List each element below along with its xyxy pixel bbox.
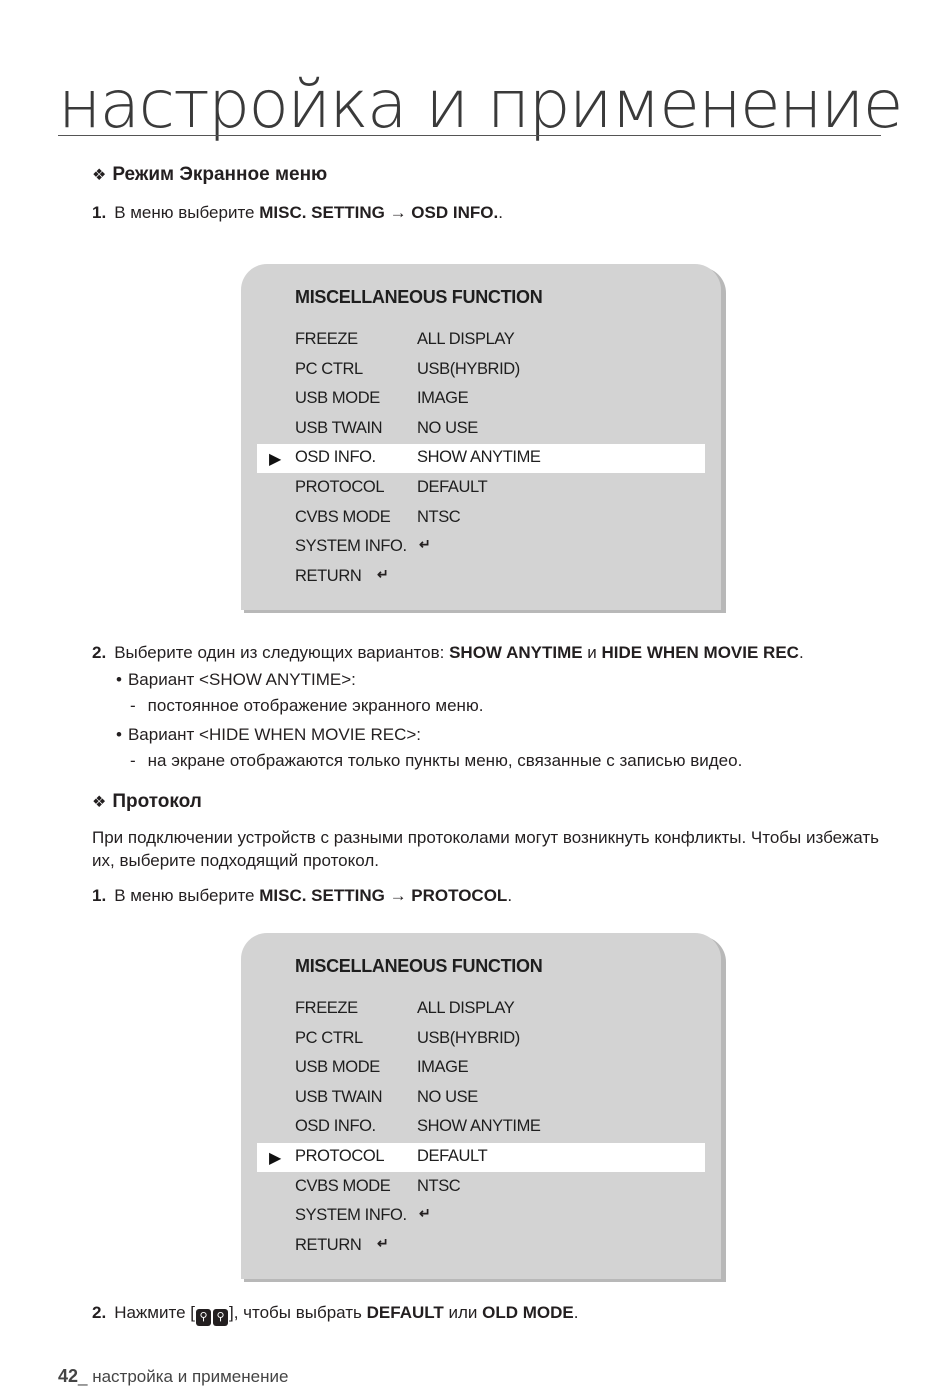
osd-menu-row-value: ALL DISPLAY bbox=[417, 330, 515, 348]
osd-menu-row[interactable] bbox=[257, 326, 705, 355]
diamond-bullet-icon: ❖ bbox=[92, 167, 107, 184]
osd-menu-title: MISCELLANEOUS FUNCTION bbox=[295, 956, 543, 976]
osd-menu-row[interactable] bbox=[257, 1054, 705, 1083]
enter-return-icon: ↵ bbox=[419, 1205, 431, 1222]
page-footer bbox=[58, 1366, 288, 1387]
play-triangle-icon: ▶ bbox=[269, 1150, 282, 1167]
osd-menu-row-label: USB MODE bbox=[295, 389, 380, 408]
osd-menu-row[interactable] bbox=[257, 533, 705, 562]
protocol-step-1: 1. В меню выберите MISC. SETTING → PROTOCOL. bbox=[92, 886, 513, 905]
osd-menu-row-value: NTSC bbox=[417, 1176, 461, 1195]
osd-menu-row[interactable] bbox=[257, 563, 705, 592]
osd-menu-row-value: NO USE bbox=[417, 418, 478, 437]
option-detail: - постоянное отображение экранного меню. bbox=[130, 696, 484, 715]
enter-return-icon: ↵ bbox=[377, 1234, 389, 1251]
osd-menu-row[interactable] bbox=[257, 385, 705, 414]
osd-menu-row-label: SYSTEM INFO. bbox=[295, 1206, 407, 1225]
osd-menu-row-label: PROTOCOL bbox=[295, 478, 385, 496]
protocol-intro-paragraph: При подключении устройств с разными протоколами могут возникнуть конфликты. Чтобы избежать их, выберите подходящий протокол. bbox=[92, 828, 879, 870]
bullet-dot-icon: • bbox=[116, 725, 122, 744]
osd-menu-row-label: OSD INFO. bbox=[295, 1117, 376, 1136]
section-heading-osd: ❖ Режим Экранное меню bbox=[92, 164, 328, 185]
osd-menu-panel-2 bbox=[241, 933, 721, 1279]
osd-menu-row-label: RETURN bbox=[295, 1235, 362, 1254]
osd-menu-row[interactable] bbox=[257, 474, 705, 503]
osd-menu-row-label: SYSTEM INFO. bbox=[295, 537, 407, 556]
option-detail: - на экране отображаются только пункты меню, связанные с записью видео. bbox=[130, 751, 743, 770]
osd-menu-row-label: USB MODE bbox=[295, 1058, 380, 1077]
page-number: 42 bbox=[58, 1366, 79, 1386]
osd-menu-row-value: NO USE bbox=[417, 1087, 478, 1106]
osd-menu-row-label: USB TWAIN bbox=[295, 1087, 383, 1106]
osd-step-2: 2. Выберите один из следующих вариантов: SHOW ANYTIME и HIDE WHEN MOVIE REC. bbox=[92, 643, 804, 662]
osd-menu-row-label: PC CTRL bbox=[295, 1028, 363, 1047]
zoom-up-key-icon: ⚲ bbox=[196, 1309, 211, 1326]
osd-menu-row-value: NTSC bbox=[417, 507, 461, 526]
osd-menu-row-label: CVBS MODE bbox=[295, 1176, 391, 1195]
osd-menu-row-label: FREEZE bbox=[295, 330, 358, 348]
osd-menu-row[interactable] bbox=[257, 1173, 705, 1202]
osd-menu-row-value: DEFAULT bbox=[417, 478, 488, 496]
chapter-title: настройка и применение bbox=[58, 66, 902, 143]
diamond-bullet-icon: ❖ bbox=[92, 794, 107, 811]
osd-menu-row-label: RETURN bbox=[295, 566, 362, 585]
osd-menu-title: MISCELLANEOUS FUNCTION bbox=[295, 287, 543, 307]
osd-menu-row-label: PC CTRL bbox=[295, 359, 363, 378]
osd-menu-row-label: PROTOCOL bbox=[295, 1147, 385, 1165]
osd-menu-row[interactable] bbox=[257, 1084, 705, 1113]
osd-menu-panel-1 bbox=[241, 264, 721, 610]
osd-menu-row-value: SHOW ANYTIME bbox=[417, 448, 541, 467]
osd-menu-row[interactable] bbox=[257, 444, 705, 473]
play-triangle-icon: ▶ bbox=[269, 451, 282, 469]
osd-menu-row[interactable] bbox=[257, 415, 705, 444]
protocol-step-2: 2. Нажмите [ ⚲ ⚲ ], чтобы выбрать DEFAULT или OLD MODE. bbox=[92, 1303, 578, 1326]
osd-menu-row-label: FREEZE bbox=[295, 999, 358, 1017]
osd-menu-row[interactable] bbox=[257, 1202, 705, 1231]
section-heading-protocol: ❖ Протокол bbox=[92, 791, 202, 812]
osd-menu-row-value: USB(HYBRID) bbox=[417, 359, 520, 378]
enter-return-icon: ↵ bbox=[377, 565, 389, 582]
enter-return-icon: ↵ bbox=[419, 536, 431, 553]
osd-menu-row[interactable] bbox=[257, 995, 705, 1024]
osd-menu-row[interactable] bbox=[257, 1143, 705, 1172]
osd-menu-row-label: USB TWAIN bbox=[295, 418, 383, 437]
option-bullet: • Вариант <HIDE WHEN MOVIE REC>: bbox=[116, 725, 422, 744]
zoom-down-key-icon: ⚲ bbox=[213, 1309, 228, 1326]
footer-label: _ настройка и применение bbox=[78, 1367, 289, 1386]
osd-step-1: 1. В меню выберите MISC. SETTING → OSD INFO.. bbox=[92, 203, 503, 222]
title-rule bbox=[58, 135, 881, 136]
osd-menu-row[interactable] bbox=[257, 356, 705, 385]
osd-menu-row[interactable] bbox=[257, 1025, 705, 1054]
osd-menu-row-label: OSD INFO. bbox=[295, 448, 376, 467]
osd-menu-row[interactable] bbox=[257, 504, 705, 533]
osd-menu-row[interactable] bbox=[257, 1113, 705, 1142]
osd-menu-row-value: USB(HYBRID) bbox=[417, 1028, 520, 1047]
option-bullet: • Вариант <SHOW ANYTIME>: bbox=[116, 670, 356, 689]
osd-menu-row-value: SHOW ANYTIME bbox=[417, 1117, 541, 1136]
osd-menu-row-value: IMAGE bbox=[417, 1058, 469, 1077]
osd-menu-row-value: ALL DISPLAY bbox=[417, 999, 515, 1017]
osd-menu-row[interactable] bbox=[257, 1232, 705, 1261]
osd-menu-row-value: DEFAULT bbox=[417, 1147, 488, 1165]
osd-menu-row-label: CVBS MODE bbox=[295, 507, 391, 526]
osd-menu-row-value: IMAGE bbox=[417, 389, 469, 408]
bullet-dot-icon: • bbox=[116, 670, 122, 689]
